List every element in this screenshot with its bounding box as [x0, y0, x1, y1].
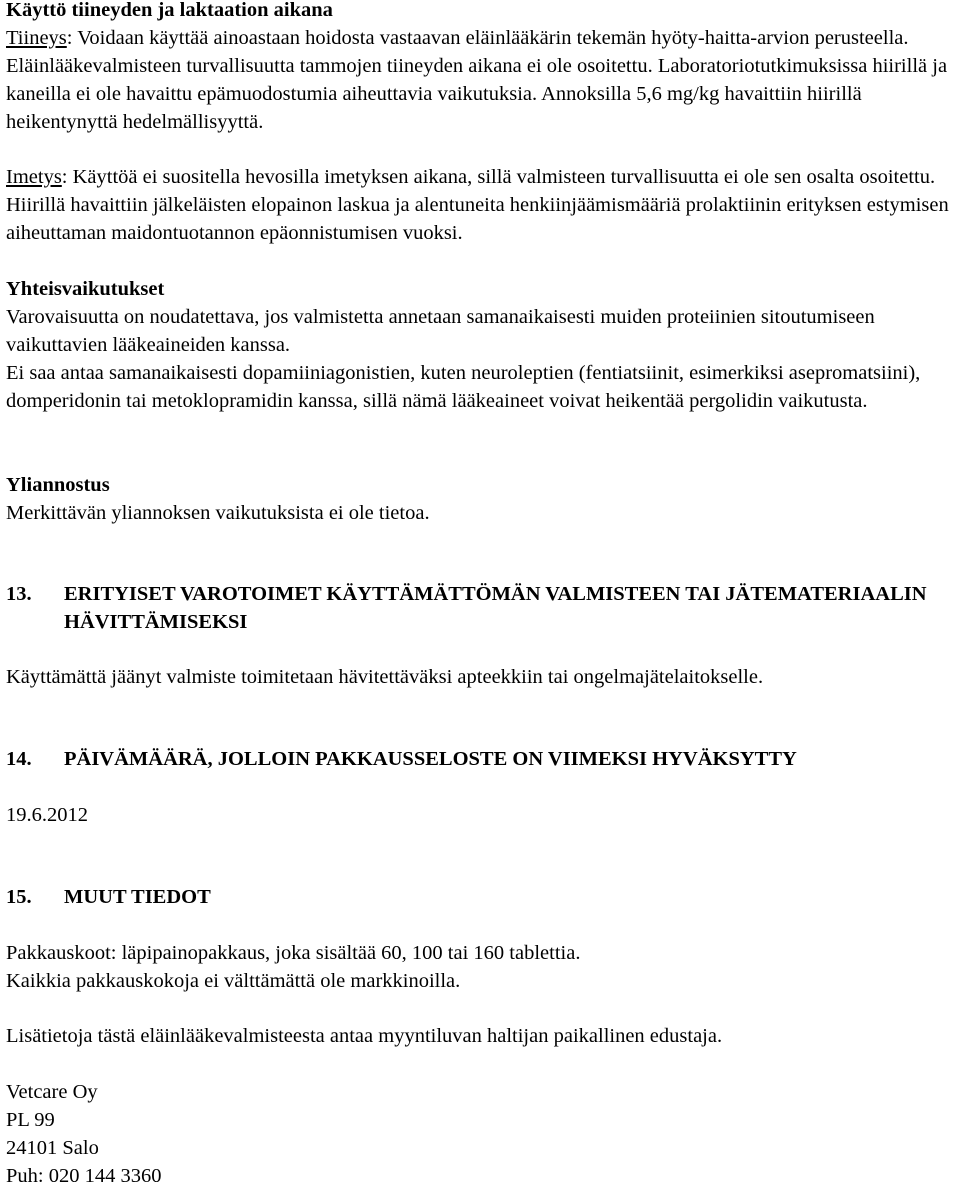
pack-sizes-text: Pakkauskoot: läpipainopakkaus, joka sisältää 60, 100 tai 160 tablettia. — [6, 942, 581, 964]
section-14-date: 19.6.2012 — [6, 804, 88, 826]
section-14-number: 14. — [6, 748, 32, 770]
overdose-heading: Yliannostus — [6, 474, 110, 496]
section-15-title-text: MUUT TIEDOT — [64, 886, 211, 908]
pregnancy-heading: Käyttö tiineyden ja laktaation aikana — [6, 0, 333, 21]
tiineys-paragraph — [6, 24, 960, 136]
section-13-body — [6, 663, 960, 691]
interactions-text-1: Varovaisuutta on noudatettava, jos valmistetta annetaan samanaikaisesti muiden proteiinien sitoutumiseen vaikuttavien lääkeaineiden kanssa. — [6, 306, 875, 356]
tiineys-label: Tiineys — [6, 27, 67, 49]
imetys-section — [6, 163, 960, 247]
company-po-box: PL 99 — [6, 1109, 55, 1131]
section-14 — [6, 745, 960, 773]
company-address — [6, 1078, 960, 1190]
company-phone: Puh: 020 144 3360 — [6, 1165, 162, 1187]
section-13-number: 13. — [6, 583, 32, 605]
interactions-section — [6, 275, 960, 415]
more-info — [6, 1022, 960, 1050]
section-13-title — [6, 580, 960, 636]
tiineys-text: : Voidaan käyttää ainoastaan hoidosta vastaavan eläinlääkärin tekemän hyöty-haitta-arvion perusteella. Eläinlääkevalmisteen turvallisuutta tammojen tiineyden aikana ei ole osoitettu. Laboratoriotutkimuksissa hiirillä ja kaneilla ei ole havaittu epämuodostumia aiheuttavia vaikutuksia. Annoksilla 5,6 mg/kg havaittiin hiirillä heikentynyttä hedelmällisyyttä. — [6, 27, 948, 133]
section-14-title-text: PÄIVÄMÄÄRÄ, JOLLOIN PAKKAUSSELOSTE ON VIIMEKSI HYVÄKSYTTY — [64, 748, 797, 770]
section-13-text: Käyttämättä jäänyt valmiste toimitetaan hävitettäväksi apteekkiin tai ongelmajätelaitokselle. — [6, 666, 764, 688]
pregnancy-section — [6, 0, 960, 136]
section-14-body — [6, 801, 960, 829]
section-15 — [6, 883, 960, 911]
section-14-title — [6, 745, 960, 773]
imetys-label: Imetys — [6, 166, 62, 188]
section-13-title-text: ERITYISET VAROTOIMET KÄYTTÄMÄTTÖMÄN VALMISTEEN TAI JÄTEMATERIAALIN HÄVITTÄMISEKSI — [64, 583, 927, 633]
section-15-number: 15. — [6, 886, 32, 908]
overdose-text: Merkittävän yliannoksen vaikutuksista ei ole tietoa. — [6, 502, 430, 524]
overdose-section — [6, 471, 960, 527]
interactions-text-2: Ei saa antaa samanaikaisesti dopamiiniagonistien, kuten neuroleptien (fentiatsiinit, esimerkiksi asepromatsiini), domperidonin tai metoklopramidin kanssa, sillä nämä lääkeaineet voivat heikentää pergolidin vaikutusta. — [6, 362, 921, 412]
more-info-text: Lisätietoja tästä eläinlääkevalmisteesta antaa myyntiluvan haltijan paikallinen edustaja. — [6, 1025, 723, 1047]
section-15-title — [6, 883, 960, 911]
interactions-heading: Yhteisvaikutukset — [6, 278, 165, 300]
section-13 — [6, 580, 960, 636]
company-name: Vetcare Oy — [6, 1081, 98, 1103]
section-15-body — [6, 939, 960, 995]
imetys-text: : Käyttöä ei suositella hevosilla imetyksen aikana, sillä valmisteen turvallisuutta ei ole sen osalta osoitettu. Hiirillä havaittiin jälkeläisten elopainon laskua ja alentuneita henkiinjäämismääriä prolaktiinin erityksen estymisen aiheuttaman maidontuotannon epäonnistumisen vuoksi. — [6, 166, 949, 244]
company-postal: 24101 Salo — [6, 1137, 99, 1159]
imetys-paragraph — [6, 163, 960, 247]
marketing-text: Kaikkia pakkauskokoja ei välttämättä ole markkinoilla. — [6, 970, 461, 992]
